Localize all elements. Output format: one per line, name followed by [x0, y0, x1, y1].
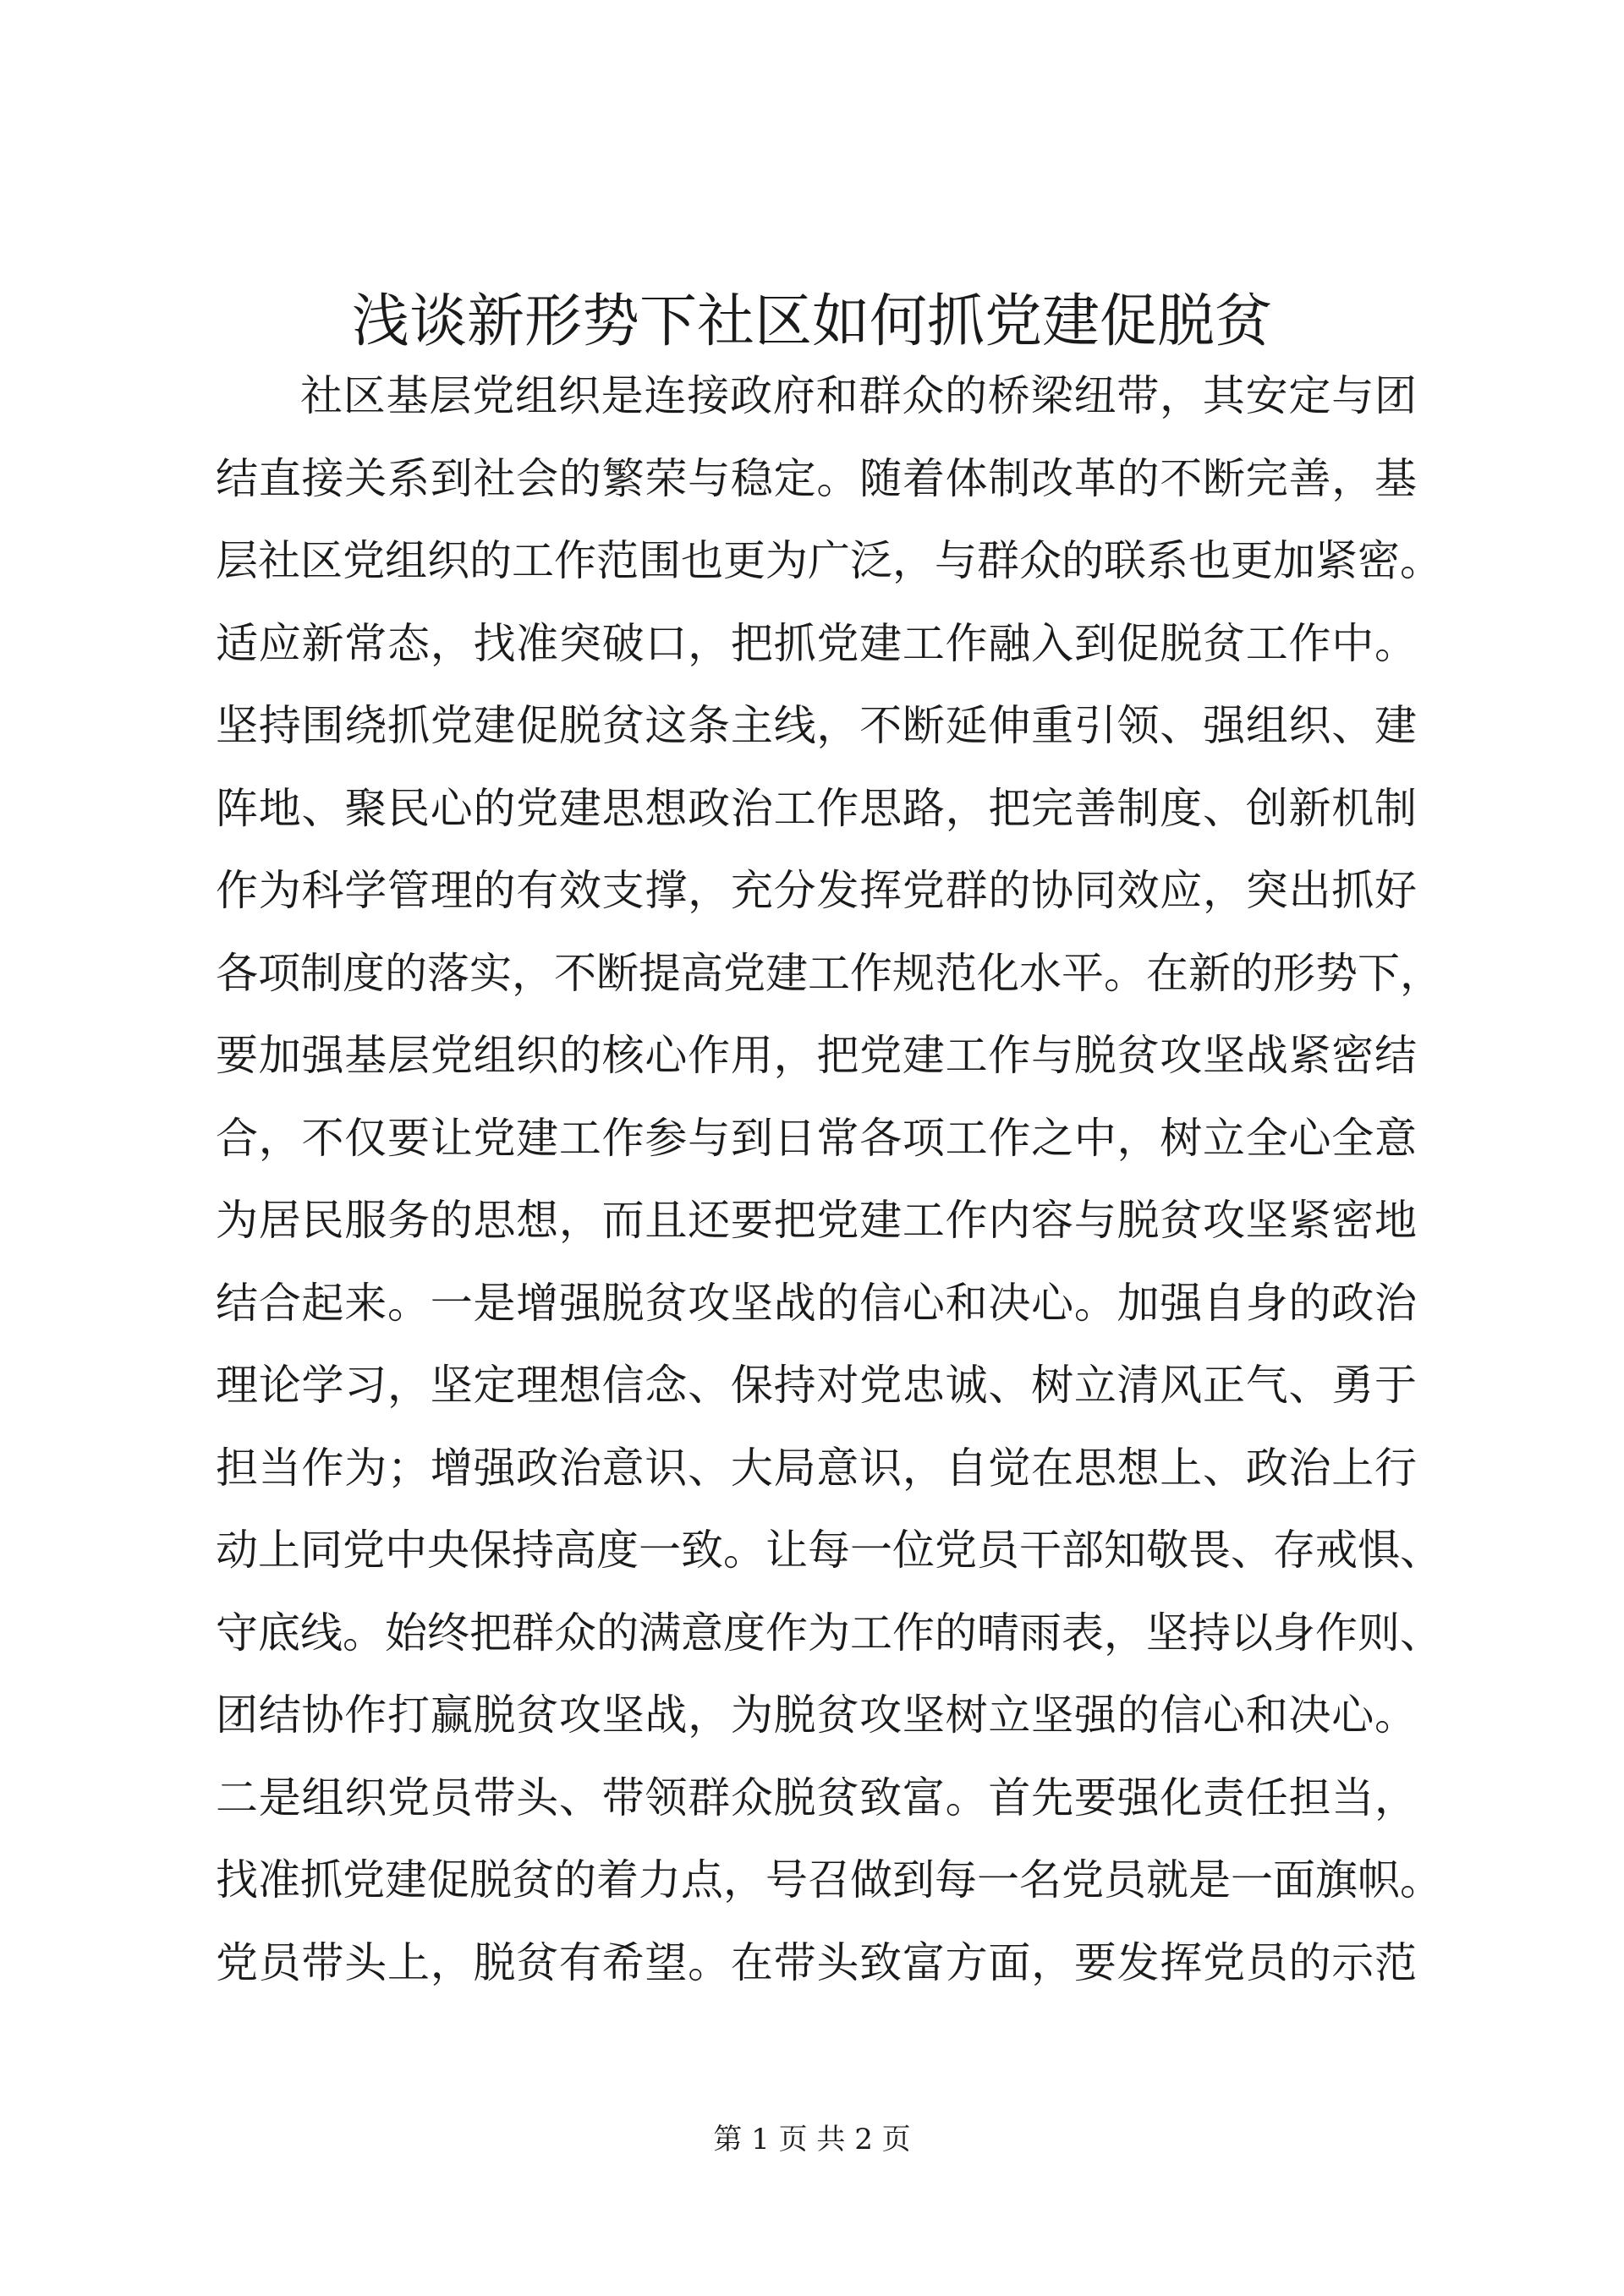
body-line: 担当作为；增强政治意识、大局意识，自觉在思想上、政治上行 — [216, 1443, 1417, 1493]
body-line: 作为科学管理的有效支撑，充分发挥党群的协同效应，突出抓好 — [216, 866, 1417, 915]
document-body — [216, 355, 1442, 2004]
body-line: 坚持围绕抓党建促脱贫这条主线，不断延伸重引领、强组织、建 — [216, 701, 1417, 750]
body-line: 适应新常态，找准突破口，把抓党建工作融入到促脱贫工作中。 — [216, 618, 1417, 668]
body-line: 二是组织党员带头、带领群众脱贫致富。首先要强化责任担当， — [216, 1773, 1417, 1822]
body-line: 社区基层党组织是连接政府和群众的桥梁纽带，其安定与团 — [300, 371, 1417, 420]
body-line: 找准抓党建促脱贫的着力点，号召做到每一名党员就是一面旗帜。 — [216, 1855, 1442, 1904]
body-line: 为居民服务的思想，而且还要把党建工作内容与脱贫攻坚紧密地 — [216, 1196, 1417, 1245]
body-line: 层社区党组织的工作范围也更为广泛，与群众的联系也更加紧密。 — [216, 536, 1442, 585]
document-title: 浅谈新形势下社区如何抓党建促脱贫 — [351, 288, 1272, 355]
body-line: 党员带头上，脱贫有希望。在带头致富方面，要发挥党员的示范 — [216, 1937, 1417, 1987]
body-line: 要加强基层党组织的核心作用，把党建工作与脱贫攻坚战紧密结 — [216, 1031, 1417, 1080]
body-line: 守底线。始终把群众的满意度作为工作的晴雨表，坚持以身作则、 — [216, 1608, 1442, 1658]
body-line: 团结协作打赢脱贫攻坚战，为脱贫攻坚树立坚强的信心和决心。 — [216, 1690, 1417, 1740]
body-line: 阵地、聚民心的党建思想政治工作思路，把完善制度、创新机制 — [216, 783, 1417, 833]
page-number-footer: 第 1 页 共 2 页 — [713, 2123, 911, 2156]
body-line: 结合起来。一是增强脱贫攻坚战的信心和决心。加强自身的政治 — [216, 1278, 1417, 1328]
body-line: 理论学习，坚定理想信念、保持对党忠诚、树立清风正气、勇于 — [216, 1361, 1417, 1410]
body-line: 各项制度的落实，不断提高党建工作规范化水平。在新的形势下， — [216, 948, 1442, 998]
body-line: 动上同党中央保持高度一致。让每一位党员干部知敬畏、存戒惧、 — [216, 1526, 1442, 1575]
body-line: 结直接关系到社会的繁荣与稳定。随着体制改革的不断完善，基 — [216, 453, 1417, 503]
body-line: 合，不仅要让党建工作参与到日常各项工作之中，树立全心全意 — [216, 1113, 1417, 1163]
